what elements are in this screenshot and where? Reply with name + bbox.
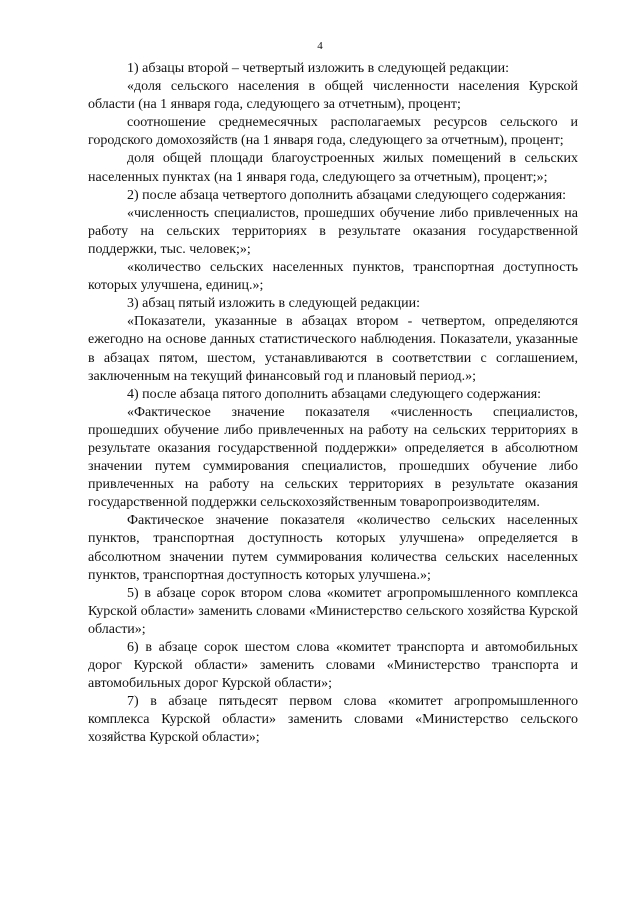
amendment-item-7: 7) в абзаце пятьдесят первом слова «комитет агропромышленного комплекса Курской области» заменить словами «Министерство сельского хозяйства Курской области»; <box>88 694 578 746</box>
amendment-item-5: 5) в абзаце сорок втором слова «комитет агропромышленного комплекса Курской области» заменить словами «Министерство сельского хозяйства Курской области»; <box>88 585 578 637</box>
quoted-paragraph: доля общей площади благоустроенных жилых помещений в сельских населенных пунктах (на 1 января года, следующего за отчетным), процент;»; <box>88 151 578 185</box>
quoted-paragraph: «доля сельского населения в общей численности населения Курской области (на 1 января года, следующего за отчетным), процент; <box>88 79 578 113</box>
amendment-item-2: 2) после абзаца четвертого дополнить абзацами следующего содержания: <box>127 187 567 203</box>
amendment-item-4: 4) после абзаца пятого дополнить абзацами следующего содержания: <box>127 386 542 402</box>
quoted-paragraph: Фактическое значение показателя «количество сельских населенных пунктов, транспортная доступность которых улучшена» определяется в абсолютном значении путем суммирования количества сельских населенных пунктов, транспортная доступность которых улучшена.»; <box>88 513 578 583</box>
quoted-paragraph: «Фактическое значение показателя «численность специалистов, прошедших обучение либо привлеченных на работу на сельских территориях в результате оказания государственной поддержки» определяется в абсолютном значении путем суммирования специалистов, прошедших обучение либо привлеченных на работу на сельских территориях в результате оказания государственной поддержки сельскохозяйственным товаропроизводителям. <box>88 404 578 511</box>
amendment-item-1: 1) абзацы второй – четвертый изложить в следующей редакции: <box>127 61 510 76</box>
amendment-item-6: 6) в абзаце сорок шестом слова «комитет транспорта и автомобильных дорог Курской области» заменить словами «Министерство транспорта и автомобильных дорог Курской области»; <box>88 640 578 692</box>
quoted-paragraph: «количество сельских населенных пунктов, транспортная доступность которых улучшена, единиц.»; <box>88 260 578 294</box>
quoted-paragraph: соотношение среднемесячных располагаемых ресурсов сельского и городского домохозяйств (на 1 января года, следующего за отчетным), процент; <box>88 115 578 149</box>
page-number: 4 <box>317 40 323 52</box>
document-body <box>88 60 578 748</box>
amendment-item-3: 3) абзац пятый изложить в следующей редакции: <box>127 296 420 312</box>
quoted-paragraph: «численность специалистов, прошедших обучение либо привлеченных на работу на сельских территориях в результате оказания государственной поддержки, тыс. человек;»; <box>88 205 578 257</box>
quoted-paragraph: «Показатели, указанные в абзацах втором - четвертом, определяются ежегодно на основе данных статистического наблюдения. Показатели, указанные в абзацах пятом, шестом, устанавливаются в соответствии с соглашением, заключенным на текущий финансовый год и плановый период.»; <box>88 314 578 384</box>
